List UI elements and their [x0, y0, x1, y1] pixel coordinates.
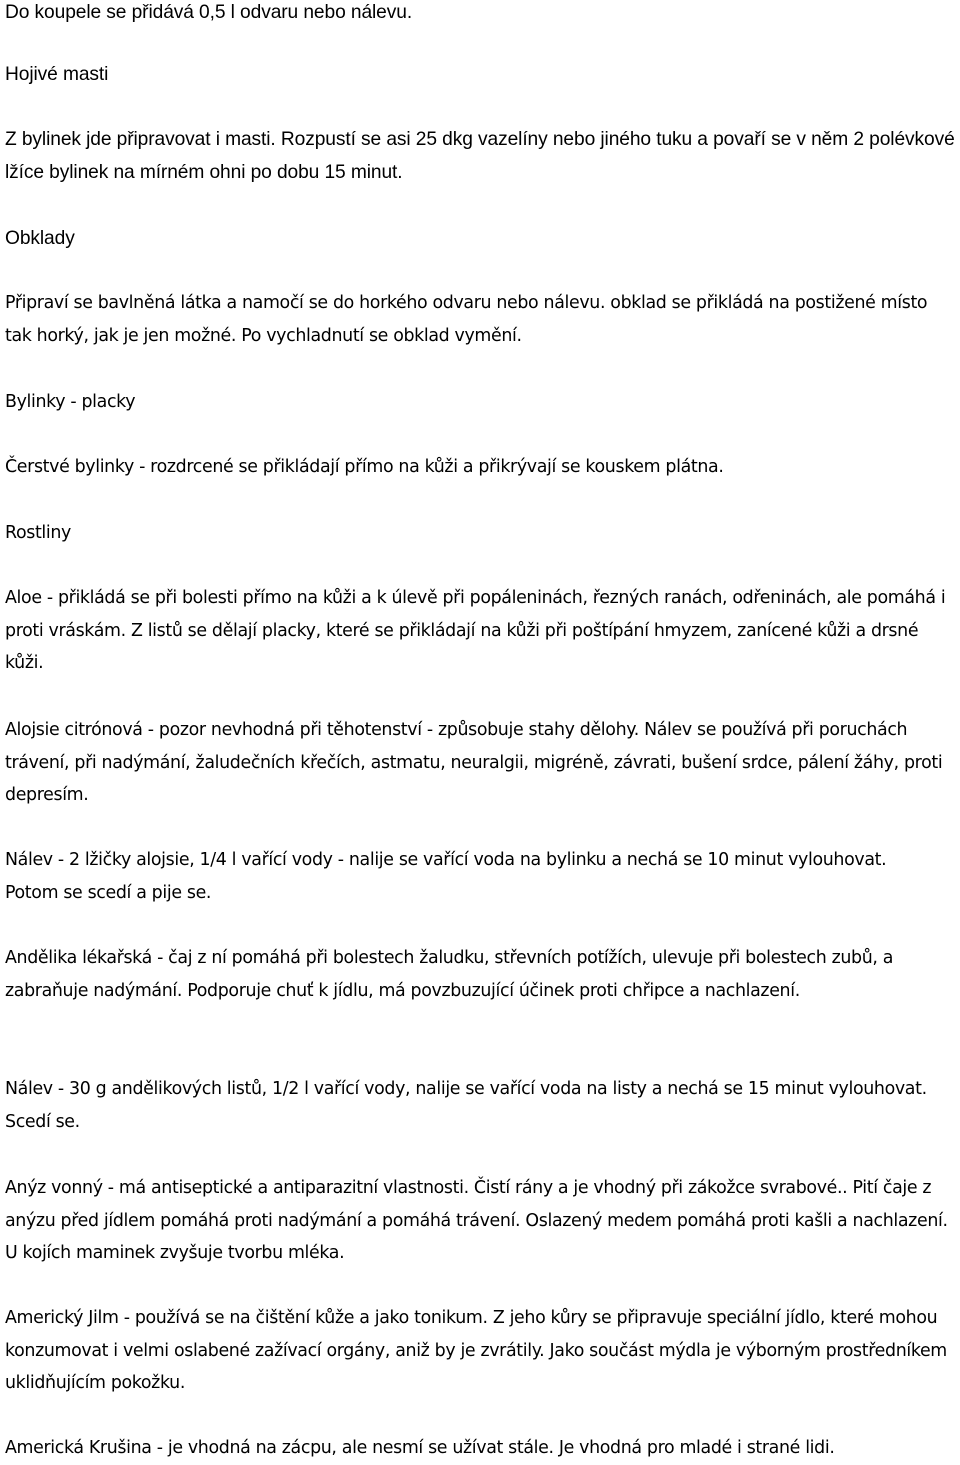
paragraph-aloe: Aloe - přikládá se při bolesti přímo na kůži a k úlevě při popáleninách, řezných ranách, odřeninách, ale pomáhá i proti vráskám. Z listů se dělají placky, které se přikládají na kůži při poštípání hmyzem, zanícené kůži a drsné kůži.	[5, 588, 946, 673]
heading-bylinky-placky: Bylinky - placky	[5, 392, 136, 412]
paragraph-alojsie: Alojsie citrónová - pozor nevhodná při těhotenství - způsobuje stahy dělohy. Nálev se používá při poruchách trávení, při nadýmání, žaludečních křečích, astmatu, neuralgii, migréně, závrati, bušení srdce, pálení žáhy, proti depresím.	[5, 720, 943, 805]
paragraph-nalev-alojsie: Nálev - 2 lžičky alojsie, 1/4 l vařící vody - nalije se vařící voda na bylinku a nechá se 10 minut vylouhovat. Potom se scedí a pije se.	[5, 850, 887, 903]
paragraph-nalev-andelika: Nálev - 30 g andělikových listů, 1/2 l vařící vody, nalije se vařící voda na listy a nechá se 15 minut vylouhovat. Scedí se.	[5, 1079, 927, 1132]
paragraph-andelika: Andělika lékařská - čaj z ní pomáhá při bolestech žaludku, střevních potížích, ulevuje při bolestech zubů, a zabraňuje nadýmání. Podporuje chuť k jídlu, má povzbuzující účinek proti chřipce a nachlazení.	[5, 948, 894, 1001]
paragraph-americka-krusina: Americká Krušina - je vhodná na zácpu, ale nesmí se užívat stále. Je vhodná pro mladé i strané lidi.	[5, 1438, 835, 1458]
paragraph-bylinky-placky: Čerstvé bylinky - rozdrcené se přikládají přímo na kůži a přikrývají se kouskem plátna.	[5, 457, 724, 477]
heading-rostliny: Rostliny	[5, 523, 71, 543]
intro-paragraph: Do koupele se přidává 0,5 l odvaru nebo nálevu.	[5, 2, 413, 23]
paragraph-americky-jilm: Americký Jilm - používá se na čištění kůže a jako tonikum. Z jeho kůry se připravuje speciální jídlo, které mohou konzumovat i velmi oslabené zažívací orgány, aniž by je zvrátily. Jako součást mýdla je výborným prostředníkem uklidňujícím pokožku.	[5, 1308, 947, 1393]
heading-hojive-masti: Hojivé masti	[5, 64, 109, 85]
paragraph-masti: Z bylinek jde připravovat i masti. Rozpustí se asi 25 dkg vazelíny nebo jiného tuku a povaří se v něm 2 polévkové lžíce bylinek na mírném ohni po dobu 15 minut.	[5, 129, 955, 183]
paragraph-anyz: Anýz vonný - má antiseptické a antiparazitní vlastnosti. Čistí rány a je vhodný při zákožce svrabové.. Pití čaje z anýzu před jídlem pomáhá proti nadýmání a pomáhá trávení. Oslazený medem pomáhá proti kašli a nachlazení. U kojích maminek zvyšuje tvorbu mléka.	[5, 1178, 948, 1263]
paragraph-obklady: Připraví se bavlněná látka a namočí se do horkého odvaru nebo nálevu. obklad se přikládá na postižené místo tak horký, jak je jen možné. Po vychladnutí se obklad vymění.	[5, 293, 928, 346]
heading-obklady: Obklady	[5, 228, 75, 249]
